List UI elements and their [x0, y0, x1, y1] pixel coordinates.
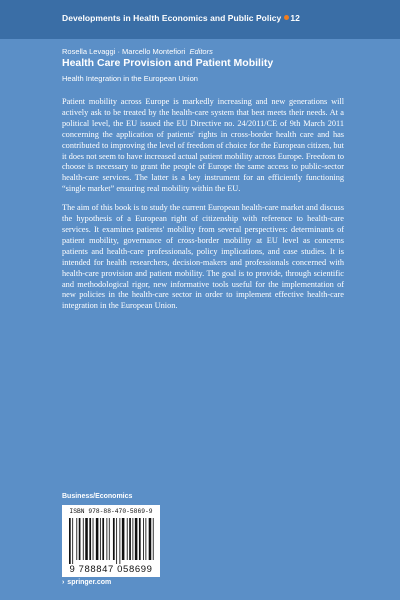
- series-bullet-icon: [284, 15, 289, 20]
- editors-line: [62, 47, 213, 56]
- arrow-right-icon: ›: [62, 579, 65, 586]
- series-title: [62, 13, 300, 23]
- book-subtitle: Health Integration in the European Union: [62, 74, 198, 83]
- publisher-url: springer.com: [67, 579, 112, 586]
- editor-names: Rosella Levaggi · Marcello Montefiori: [62, 47, 186, 56]
- series-number: 12: [290, 13, 300, 23]
- subject-category: Business/Economics: [62, 493, 133, 500]
- book-title: Health Care Provision and Patient Mobility: [62, 57, 274, 69]
- isbn: ISBN 978-88-470-5869-9: [69, 508, 153, 515]
- blurb-paragraph-2: The aim of this book is to study the current European health-care market and discuss the hypothesis of a European right of citizenship with reference to health-care services. It examines patients' mobility from several perspectives: determinants of patient mobility, governance of cross-border mobility at EU level as concerns patients and health-care professionals, policy implications, and case studies. It is intended for health researchers, decision-makers and professionals concerned with health-care provision and patient mobility. The goal is to provide, through scientific and methodological rigor, new informative tools useful for the implementation of new policies in the health-care sector in order to implement effective health-care integration in the European Union.: [62, 203, 344, 311]
- barcode-panel: [62, 505, 160, 577]
- editors-role: Editors: [189, 47, 213, 56]
- blurb-paragraph-1: Patient mobility across Europe is markedly increasing and new generations will actively ask to be treated by the health-care system that best meets their needs. At a political level, the EU issued the EU Directive no. 24/2011/CE of 9th March 2011 concerning the application of patients' rights in cross-border health care and has contributed to improving the level of freedom of choice for the European citizen, but it does not seem to have increased actual patient mobility across Europe. Freedom to choose is necessary to grant the people of Europe the same access to public-sector health-care services. The latter is a key instrument for an efficiently functioning “single market” ensuring real mobility within the EU.: [62, 97, 344, 194]
- barcode-icon: [68, 518, 154, 564]
- series-name: Developments in Health Economics and Public Policy: [62, 13, 282, 23]
- back-cover-blurb: [62, 97, 344, 320]
- publisher-link[interactable]: [62, 579, 111, 586]
- barcode-digits: 9 788847 058699: [69, 564, 153, 575]
